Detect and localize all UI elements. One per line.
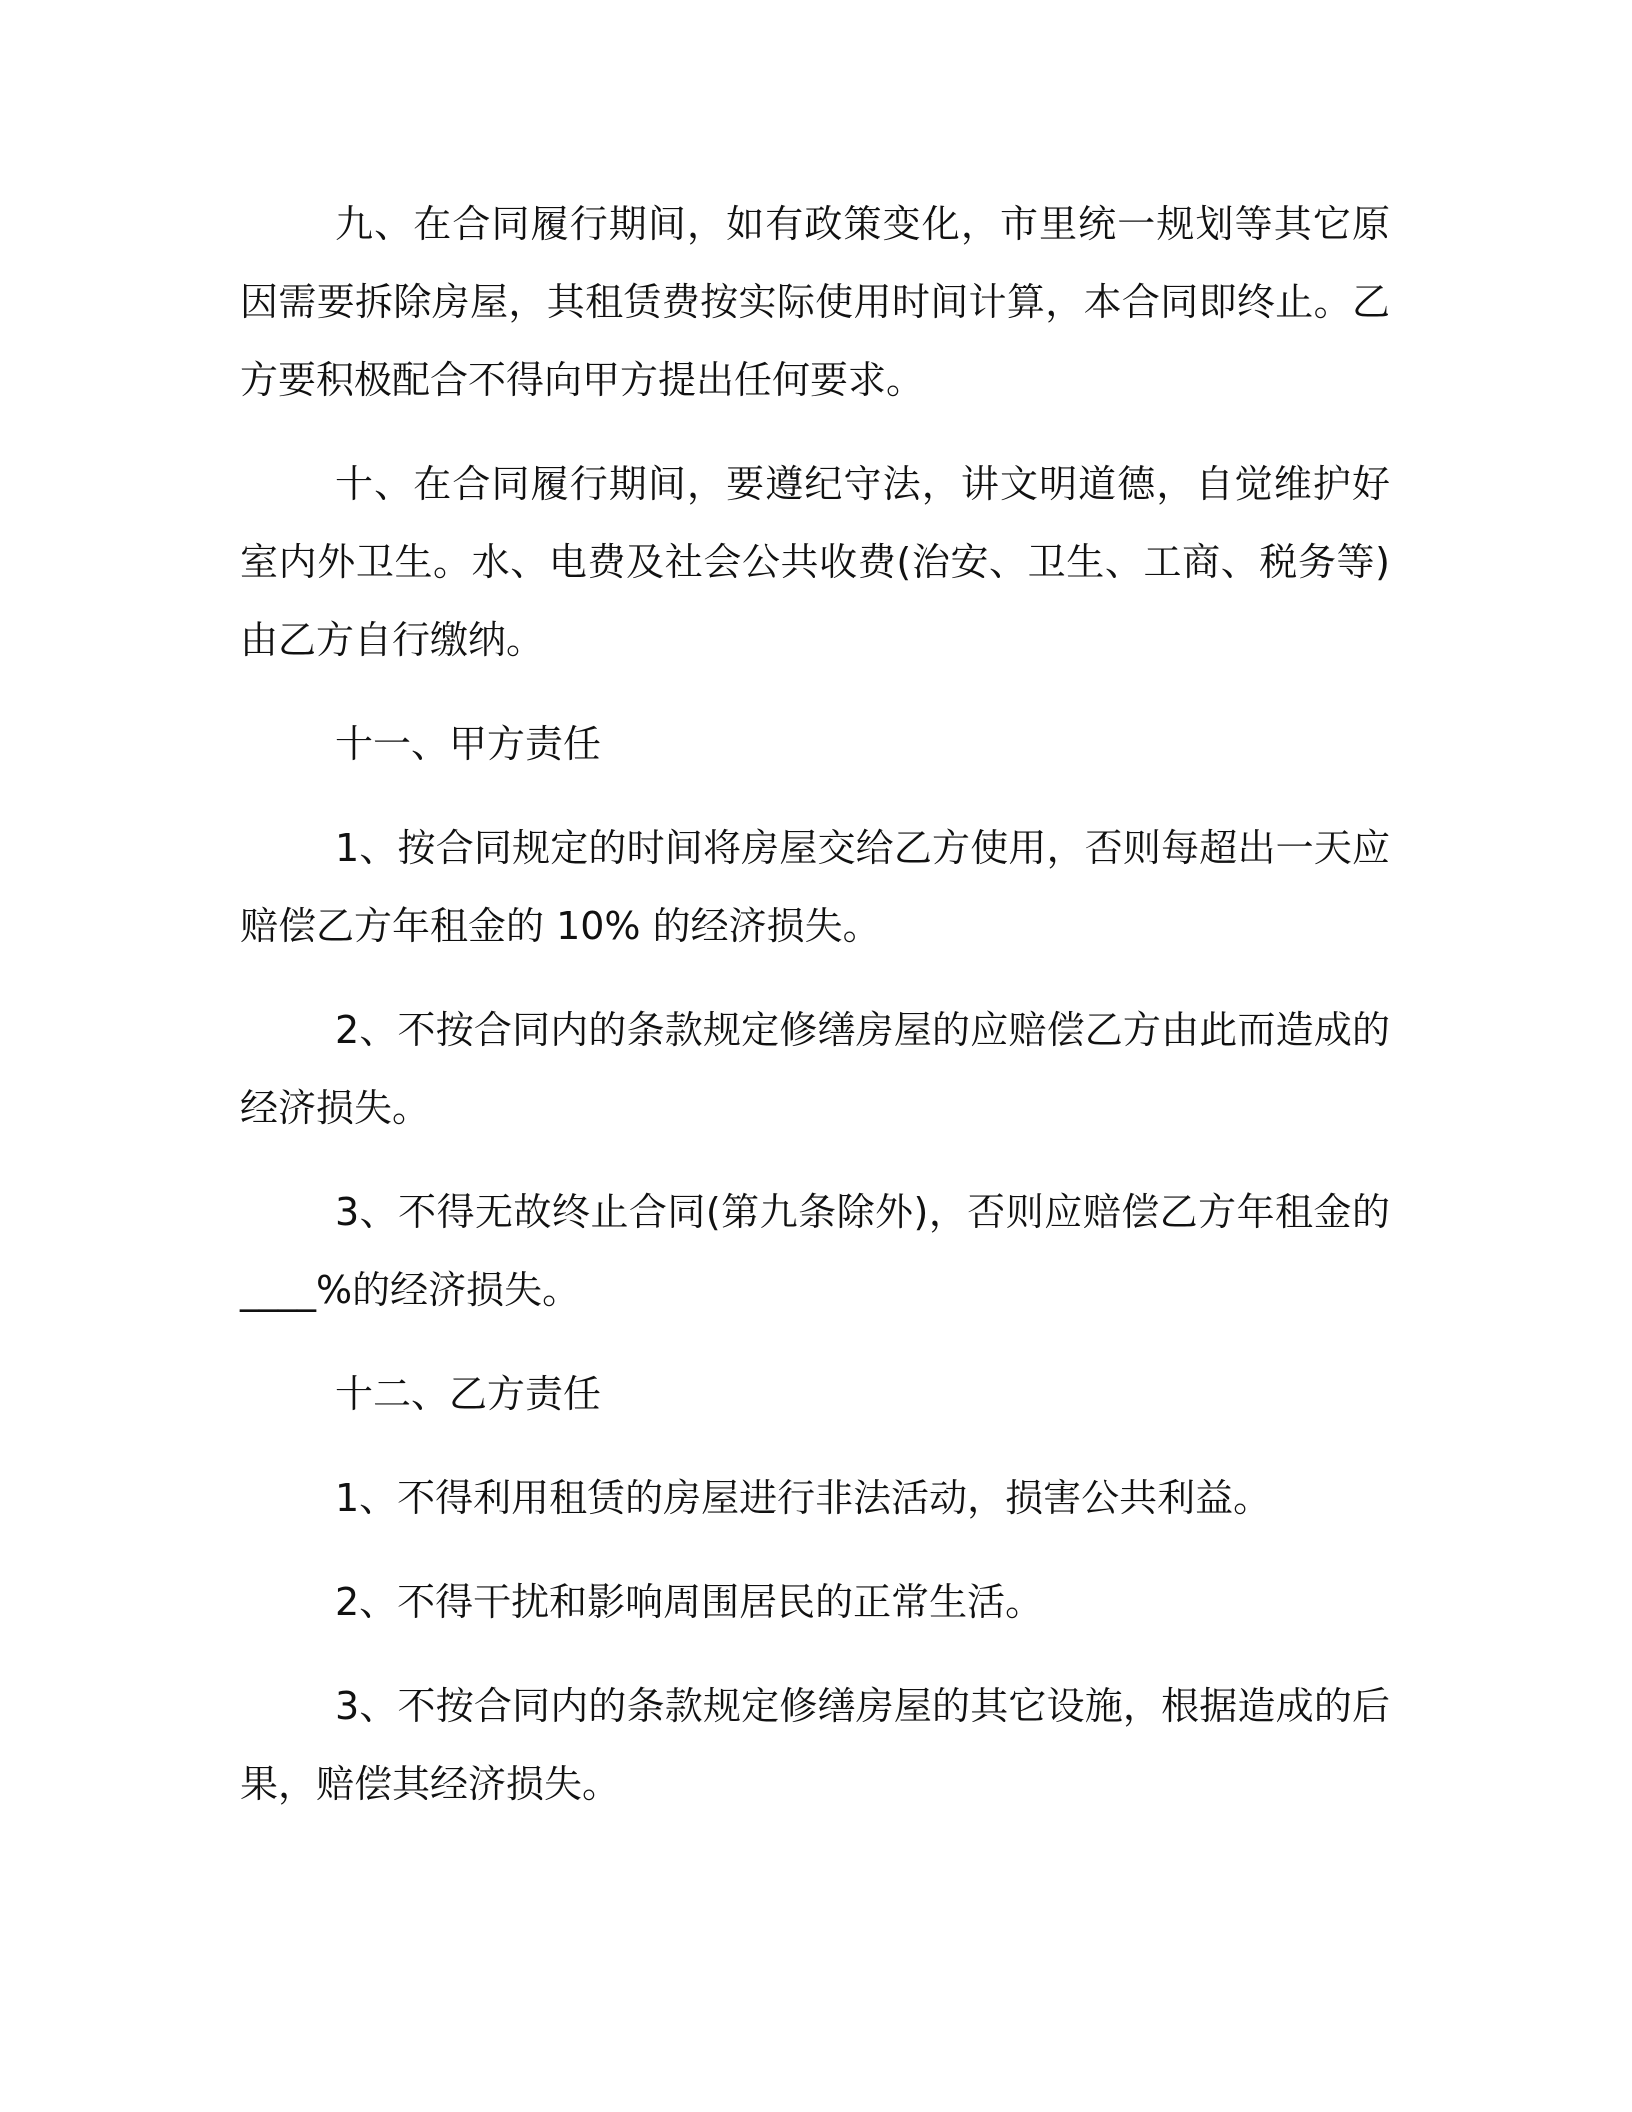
document-body bbox=[240, 185, 1390, 1849]
clause-eleven-heading: 十一、甲方责任 bbox=[335, 722, 602, 766]
clause-eleven-item-3: 3、不得无故终止合同(第九条除外)，否则应赔偿乙方年租金的____%的经济损失。 bbox=[240, 1190, 1390, 1312]
clause-twelve-heading: 十二、乙方责任 bbox=[335, 1372, 602, 1416]
clause-twelve-item-3: 3、不按合同内的条款规定修缮房屋的其它设施，根据造成的后果，赔偿其经济损失。 bbox=[240, 1684, 1390, 1806]
clause-eleven-item-2: 2、不按合同内的条款规定修缮房屋的应赔偿乙方由此而造成的经济损失。 bbox=[240, 1008, 1390, 1130]
clause-eleven-item-1: 1、按合同规定的时间将房屋交给乙方使用，否则每超出一天应赔偿乙方年租金的 10% 的经济损失。 bbox=[240, 826, 1390, 948]
clause-ten: 十、在合同履行期间，要遵纪守法，讲文明道德，自觉维护好室内外卫生。水、电费及社会公共收费(治安、卫生、工商、税务等)由乙方自行缴纳。 bbox=[240, 462, 1390, 662]
clause-twelve-item-2: 2、不得干扰和影响周围居民的正常生活。 bbox=[335, 1580, 1044, 1624]
clause-twelve-item-1: 1、不得利用租赁的房屋进行非法活动，损害公共利益。 bbox=[335, 1476, 1272, 1520]
clause-nine: 九、在合同履行期间，如有政策变化，市里统一规划等其它原因需要拆除房屋，其租赁费按实际使用时间计算，本合同即终止。乙方要积极配合不得向甲方提出任何要求。 bbox=[240, 202, 1390, 402]
